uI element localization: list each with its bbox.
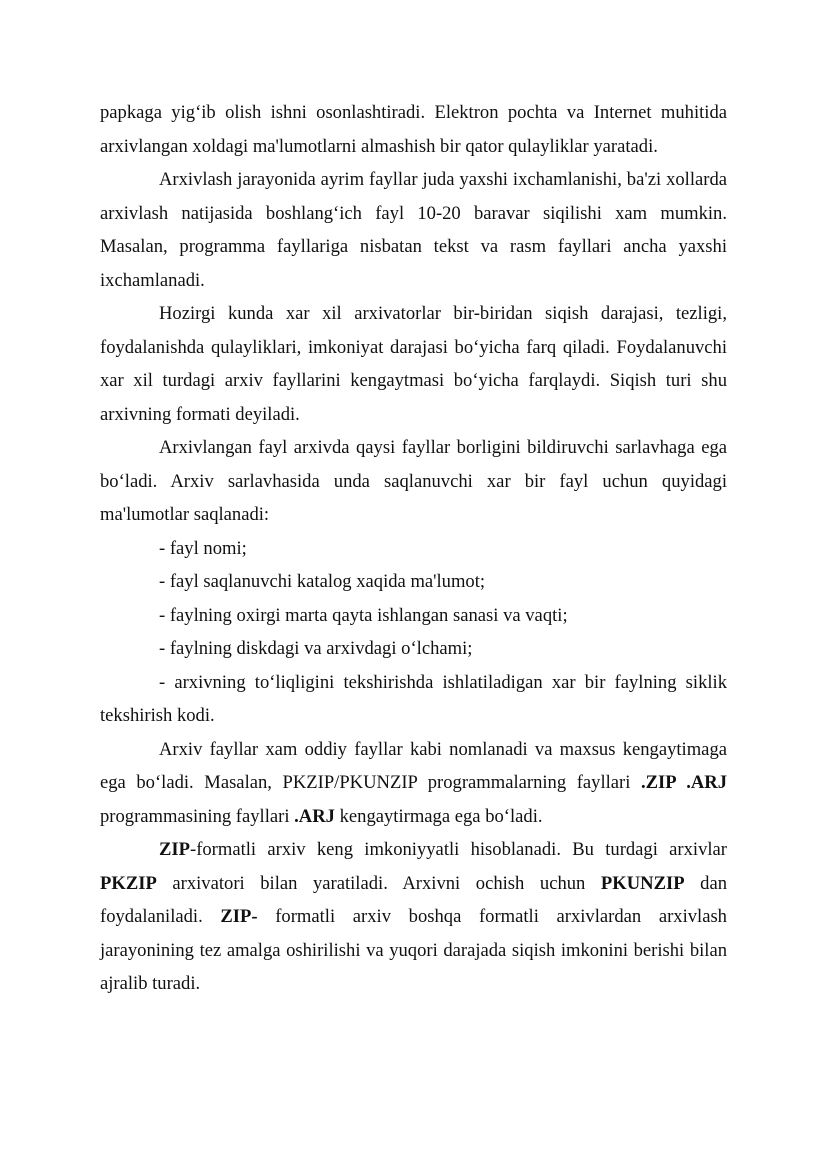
- text-run: dan foydalaniladi.: [100, 872, 728, 927]
- bold-run: PKZIP: [100, 872, 157, 894]
- paragraph-6: [100, 833, 727, 1001]
- bold-run: .ARJ: [294, 805, 335, 827]
- paragraph-3: Hozirgi kunda xar xil arxivatorlar bir-biridan siqish darajasi, tezligi, foydalanishda qulayliklari, imkoniyat darajasi bo‘yicha farq qiladi. Foydalanuvchi xar xil turdagi arxiv fayllarini kengaytmasi bo‘yicha farqlaydi. Siqish turi shu arxivning formati deyiladi.: [100, 303, 727, 425]
- list-item: - fayl saqlanuvchi katalog xaqida ma'lumot;: [159, 571, 486, 592]
- paragraph-2: Arxivlash jarayonida ayrim fayllar juda yaxshi ixchamlanishi, ba'zi xollarda arxivlash natijasida boshlang‘ich fayl 10-20 baravar siqilishi xam mumkin. Masalan, programma fayllariga nisbatan tekst va rasm fayllari ancha yaxshi ixchamlanadi.: [100, 169, 727, 291]
- paragraph-4: Arxivlangan fayl arxivda qaysi fayllar borligini bildiruvchi sarlavhaga ega bo‘ladi. Arxiv sarlavhasida unda saqlanuvchi xar bir fayl uchun quyidagi ma'lumotlar saqlanadi:: [100, 437, 727, 525]
- text-run: formatli arxiv boshqa formatli arxivlardan arxivlash jarayonining tez amalga oshirilishi va yuqori darajada siqish imkonini berishi bilan ajralib turadi.: [100, 906, 727, 994]
- document-page: [100, 96, 727, 1001]
- text-run: Arxiv fayllar xam oddiy fayllar kabi nomlanadi va maxsus kengaytimaga ega bo‘ladi. Masalan, PKZIP/PKUNZIP programmalarning fayllari: [100, 738, 727, 793]
- bold-run: ZIP-: [220, 906, 258, 927]
- text-run: -formatli arxiv keng imkoniyyatli hisoblanadi. Bu turdagi arxivlar: [190, 839, 727, 860]
- list-item: - arxivning to‘liqligini tekshirishda ishlatiladigan xar bir faylning siklik tekshirish kodi.: [100, 671, 727, 726]
- bold-run: PKUNZIP: [600, 872, 685, 894]
- paragraph-1: papkaga yig‘ib olish ishni osonlashtiradi. Elektron pochta va Internet muhitida arxivlangan xoldagi ma'lumotlarni almashish bir qator qulayliklar yaratadi.: [100, 102, 727, 157]
- text-run: programmasining fayllari: [100, 805, 295, 827]
- bold-run: .ZIP .ARJ: [640, 772, 727, 793]
- text-run: kengaytirmaga ega bo‘ladi.: [334, 805, 543, 827]
- list-item: - fayl nomi;: [159, 537, 247, 559]
- paragraph-5: [100, 733, 727, 834]
- list-item: - faylning oxirgi marta qayta ishlangan sanasi va vaqti;: [159, 604, 568, 626]
- list-item: - faylning diskdagi va arxivdagi o‘lchami;: [159, 638, 473, 659]
- text-run: arxivatori bilan yaratiladi. Arxivni ochish uchun: [156, 872, 601, 894]
- bold-run: ZIP: [159, 839, 190, 860]
